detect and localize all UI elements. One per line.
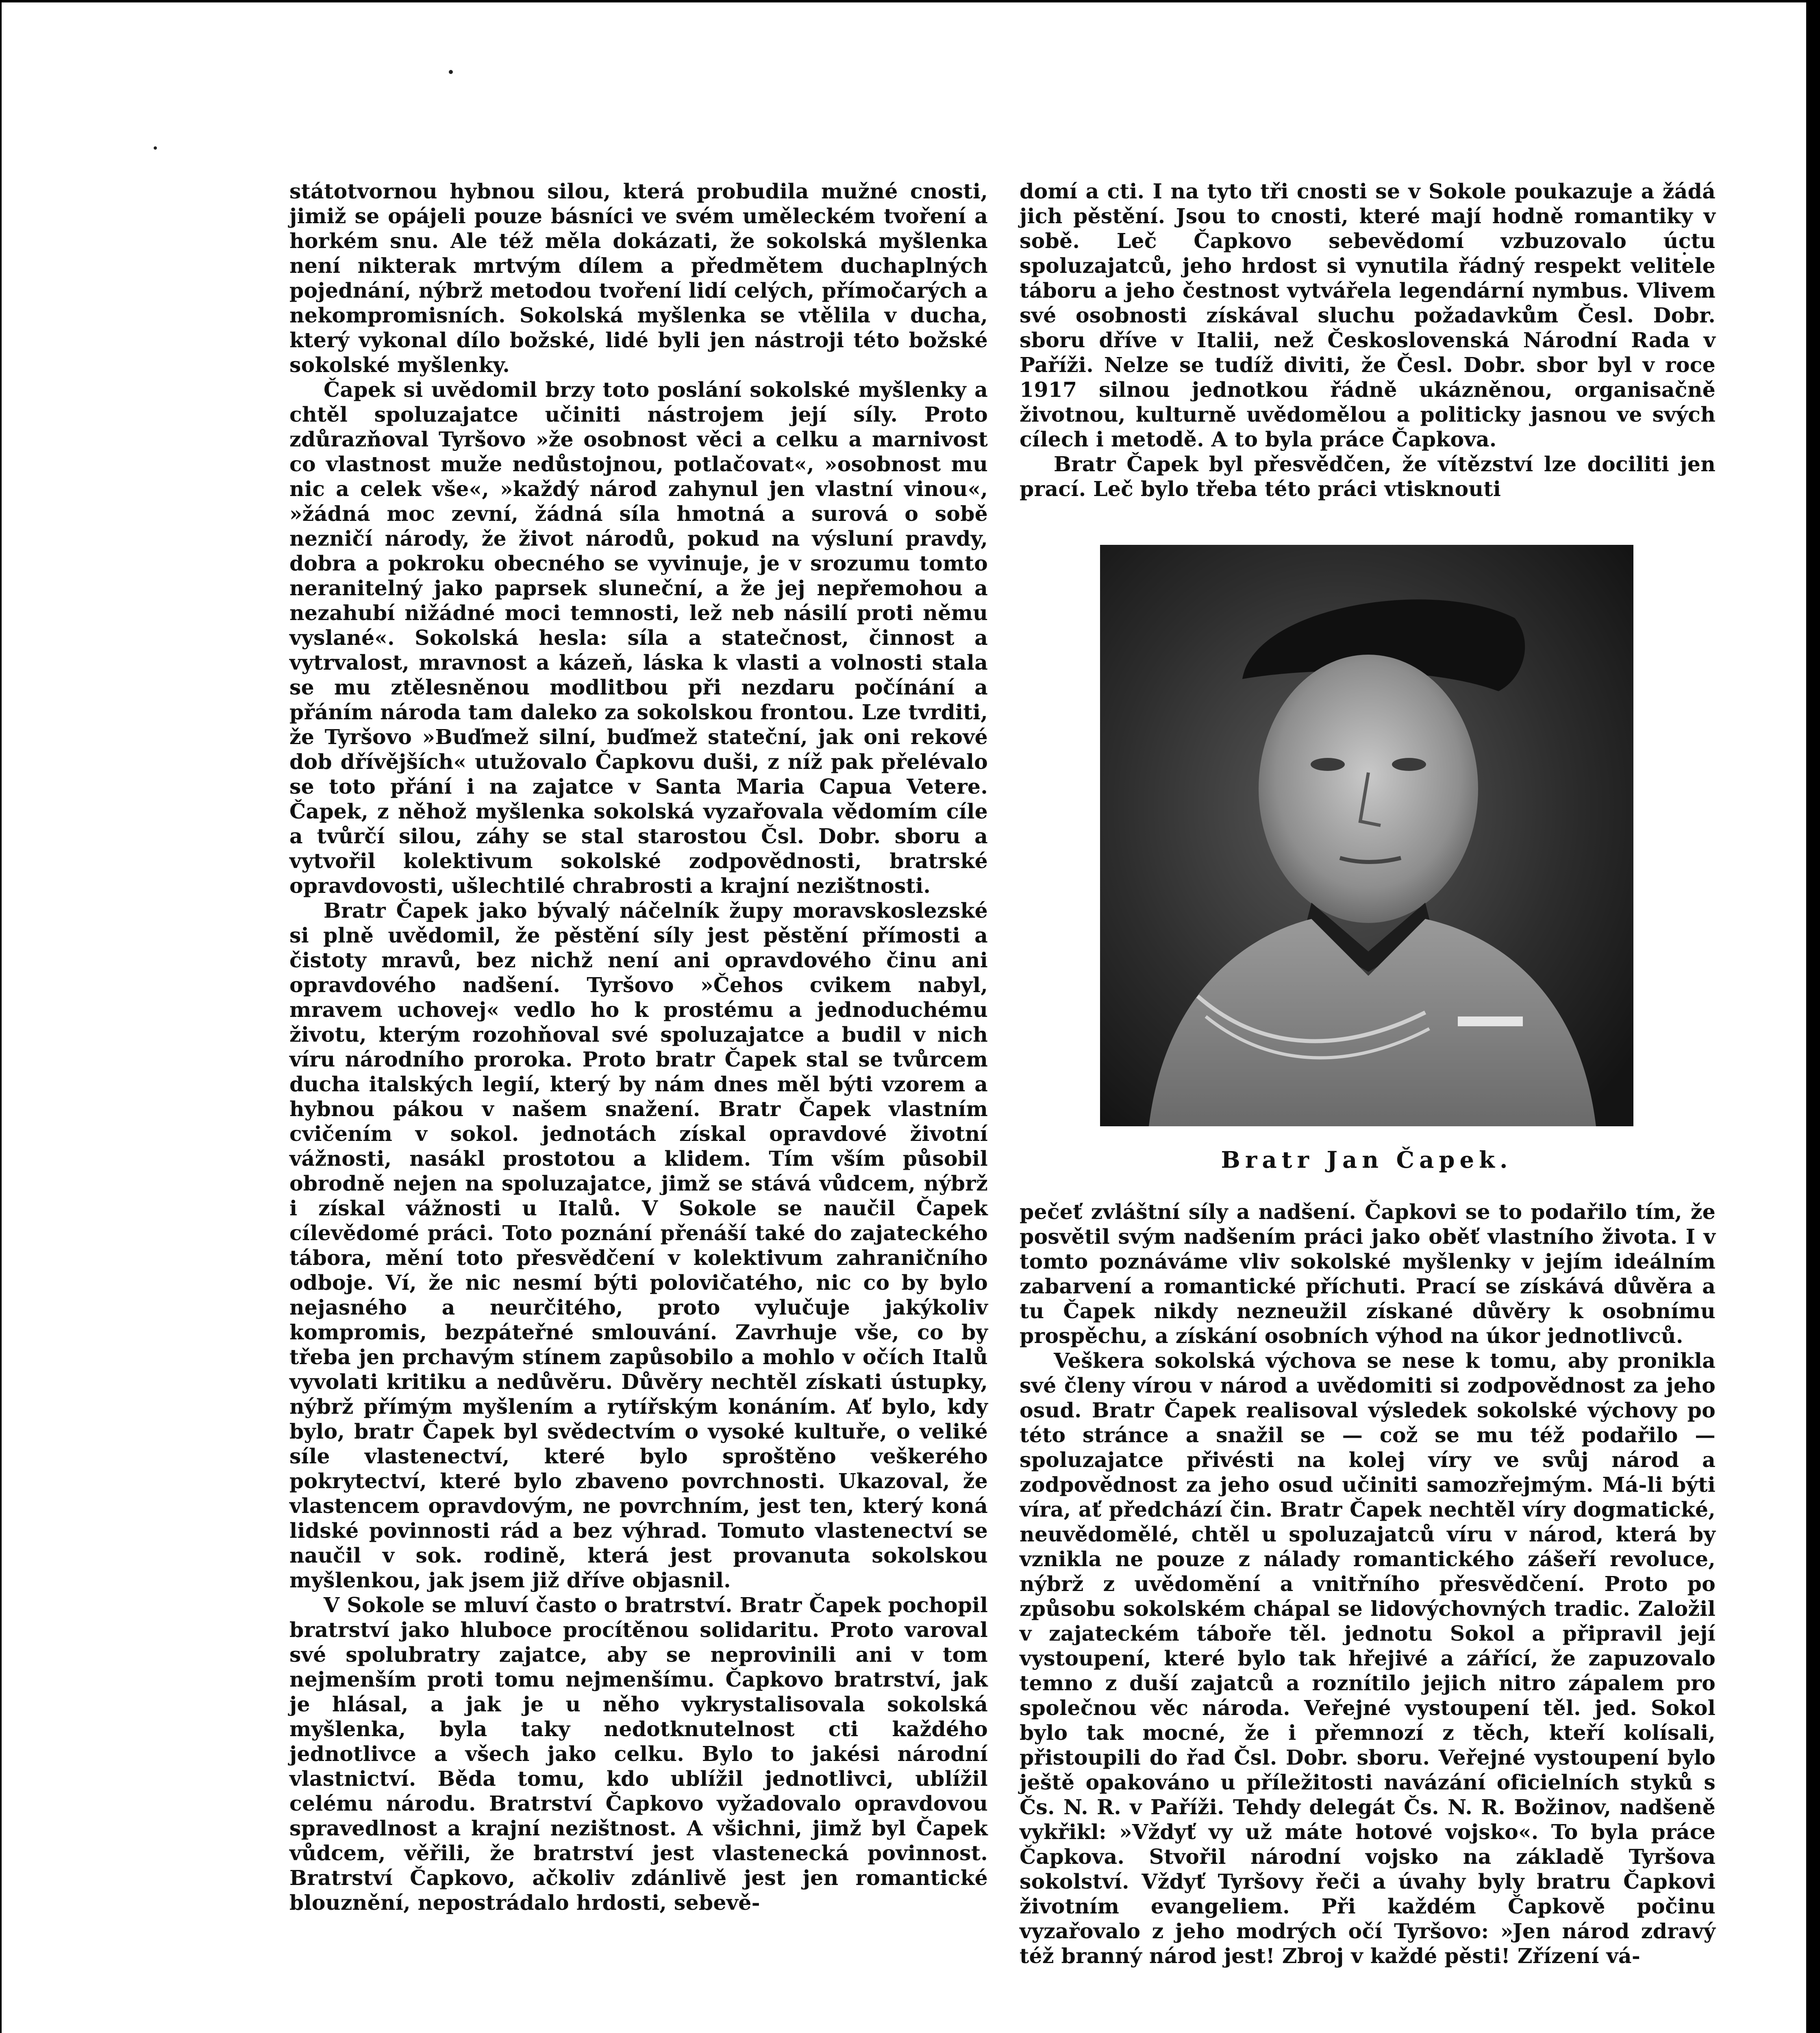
scan-speck [154, 146, 157, 150]
scan-speck [449, 70, 453, 74]
portrait-figure [1100, 545, 1633, 1126]
paragraph: domí a cti. I na tyto tři cnosti se v Sokole poukazuje a žádá jich pěstění. Jsou to cnosti, které mají hodně romantiky v sobě. Leč Čapkovo sebevědomí vzbuzovalo úctu spoluzajatců, jeho hrdost si vynutila řádný respekt velitele táboru a jeho čestnost vytvářela legendární nymbus. Vlivem své osobnosti získával sluchu požadavkům Česl. Dobr. sboru dříve v Italii, než Československá Národní Rada v Paříži. Nelze se tudíž diviti, že Česl. Dobr. sbor byl v roce 1917 silnou jednotkou řádně ukázněnou, organisačně životnou, kulturně uvědomělou a politicky jasnou ve svých cílech i metodě. A to byla práce Čapkova. [1020, 179, 1716, 451]
portrait-image [1100, 545, 1633, 1126]
paragraph: V Sokole se mluví často o bratrství. Bratr Čapek pochopil bratrství jako hluboce procítěnou solidaritu. Proto varoval své spolubratry zajatce, aby se neprovinili ani v tom nejmenším proti tomu nejmenšímu. Čapkovo bratrství, jak je hlásal, a jak je u něho vykrystalisovala sokolská myšlenka, byla taky nedotknutelnost cti každého jednotlivce a všech jako celku. Bylo to jakési národní vlastnictví. Běda tomu, kdo ublížil jednotlivci, ublížil celému národu. Bratrství Čapkovo vyžadovalo opravdovou spravedlnost a krajní nezištnost. A všichni, jimž byl Čapek vůdcem, věřili, že bratrství jest vlastenecká povinnost. Bratrství Čapkovo, ačkoliv zdánlivě jest jen romantické blouznění, nepostrádalo hrdosti, sebevě- [289, 1593, 988, 1915]
paragraph: Veškera sokolská výchova se nese k tomu, aby pronikla své členy vírou v národ a uvědomiti si zodpovědnost za jeho osud. Bratr Čapek realisoval výsledek sokolské výchovy po této stránce a snažil se — což se mu též podařilo — spoluzajatce přivésti na kolej víry ve svůj národ a zodpovědnost za jeho osud učiniti samozřejmým. Má-li býti víra, ať předchází čin. Bratr Čapek nechtěl víry dogmatické, neuvědomělé, chtěl u spoluzajatců víru v národ, která by vznikla ne pouze z nálady romantického zášeří revoluce, nýbrž z uvědomění a vnitřního přesvědčení. Proto po způsobu sokolském chápal se lidovýchovných tradic. Založil v zajateckém táboře těl. jednotu Sokol a připravil její vystoupení, které bylo tak hřejivé a zářící, že zapuzovalo temno z duší zajatců a roznítilo jejich nitro zápalem pro společnou věc národa. Veřejné vystoupení těl. jed. Sokol bylo tak mocné, že i přemnozí z těch, kteří kolísali, přistoupili do řad Čsl. Dobr. sboru. Veřejné vystoupení bylo ještě opakováno u příležitosti navázání oficielních styků s Čs. N. R. v Paříži. Tehdy delegát Čs. N. R. Božinov, nadšeně vykřikl: »Vždyť vy už máte hotové vojsko«. To byla práce Čapkova. Stvořil národní vojsko na základě Tyršova sokolství. Vždyť Tyršovy řeči a úvahy byly bratru Čapkovi životním evangeliem. Při každém Čapkově počinu vyzařovalo z jeho modrých očí Tyršovo: »Jen národ zdravý též branný národ jest! Zbroj v každé pěsti! Zřízení vá- [1020, 1349, 1716, 1968]
right-text-column-bottom [1020, 1199, 1716, 1968]
photo-caption: Bratr Jan Čapek. [1221, 1147, 1513, 1173]
paragraph: Bratr Čapek byl přesvědčen, že vítězství lze dociliti jen prací. Leč bylo třeba této práci vtisknouti [1020, 452, 1716, 501]
portrait-photo [1100, 545, 1633, 1126]
paragraph: Čapek si uvědomil brzy toto poslání sokolské myšlenky a chtěl spoluzajatce učiniti nástrojem její síly. Proto zdůrazňoval Tyršovo »že osobnost věci a celku a marnivost co vlastnost muže nedůstojnou, potlačovat«, »osobnost mu nic a celek vše«, »každý národ zahynul jen vlastní vinou«, »žádná moc zevní, žádná síla hmotná a surová o sobě nezničí národy, že život národů, pokud na výsluní pravdy, dobra a pokroku obecného se vyvinuje, je v srozumu tomto neranitelný jako paprsek sluneční, a že jej nepřemohou a nezahubí nižádné moci temnosti, lež neb násilí proti němu vyslané«. Sokolská hesla: síla a statečnost, činnost a vytrvalost, mravnost a kázeň, láska k vlasti a volnosti stala se mu ztělesněnou modlitbou při nezdaru počínání a přáním národa tam daleko za sokolskou frontou. Lze tvrditi, že Tyršovo »Buďmež silní, buďmež stateční, jak oni rekové dob dřívějších« utužovalo Čapkovu duši, z níž pak přelévalo se toto přání i na zajatce v Santa Maria Capua Vetere. Čapek, z něhož myšlenka sokolská vyzařovala vědomím cíle a tvůrčí silou, záhy se stal starostou Čsl. Dobr. sboru a vytvořil kolektivum sokolské zodpovědnosti, bratrské opravdovosti, ušlechtilé chrabrosti a krajní nezištnosti. [289, 378, 988, 898]
right-text-column-top [1020, 179, 1716, 501]
paragraph: Bratr Čapek jako bývalý náčelník župy moravskoslezské si plně uvědomil, že pěstění síly jest pěstění přímosti a čistoty mravů, bez nichž není ani opravdového činu ani opravdového nadšení. Tyršovo »Čehos cvikem nabyl, mravem uchovej« vedlo ho k prostému a jednoduchému životu, kterým rozohňoval své spoluzajatce a budil v nich víru národního proroka. Proto bratr Čapek stal se tvůrcem ducha italských legií, který by nám dnes měl býti vzorem a hybnou pákou v našem snažení. Bratr Čapek vlastním cvičením v sokol. jednotách získal opravdové životní vážnosti, nasákl prostotou a klidem. Tím vším působil obrodně nejen na spoluzajatce, jimž se stává vůdcem, nýbrž i získal vážnosti u Italů. V Sokole se naučil Čapek cílevědomé práci. Toto poznání přenáší také do zajateckého tábora, mění toto přesvědčení v kolektivum zahraničního odboje. Ví, že nic nesmí býti polovičatého, nic co by bylo nejasného a neurčitého, proto vylučuje jakýkoliv kompromis, bezpáteřné smlouvání. Zavrhuje vše, co by třeba jen prchavým stínem zapůsobilo a mohlo v očích Italů vyvolati kritiku a nedůvěru. Důvěry nechtěl získati ústupky, nýbrž přímým myšlením a rytířským konáním. Ať bylo, kdy bylo, bratr Čapek byl svědectvím o vysoké kultuře, o veliké síle vlastenectví, které bylo sproštěno veškerého pokrytectví, které bylo zbaveno povrchnosti. Ukazoval, že vlastencem opravdovým, ne povrchním, jest ten, který koná lidské povinnosti rád a bez výhrad. Tomuto vlastenectví se naučil v sok. rodině, která jest provanuta sokolskou myšlenkou, jak jsem již dříve objasnil. [289, 899, 988, 1592]
paragraph: pečeť zvláštní síly a nadšení. Čapkovi se to podařilo tím, že posvětil svým nadšením práci jako oběť vlastního života. I v tomto poznáváme vliv sokolské myšlenky v jejím ideálním zabarvení a romantické příchuti. Prací se získává důvěra a tu Čapek nikdy nezneužil získané důvěry k osobnímu prospěchu, a získání osobních výhod na úkor jednotlivců. [1020, 1200, 1716, 1348]
left-text-column [289, 179, 988, 1915]
paragraph: státotvornou hybnou silou, která probudila mužné cnosti, jimiž se opájeli pouze básníci ve svém uměleckém tvoření a horkém snu. Ale též měla dokázati, že sokolská myšlenka není nikterak mrtvým dílem a předmětem duchaplných pojednání, nýbrž metodou tvoření lidí celých, přímočarých a nekompromisních. Sokolská myšlenka se vtělila v ducha, který vykonal dílo božské, lidé byli jen nástroji této božské sokolské myšlenky. [289, 179, 988, 377]
